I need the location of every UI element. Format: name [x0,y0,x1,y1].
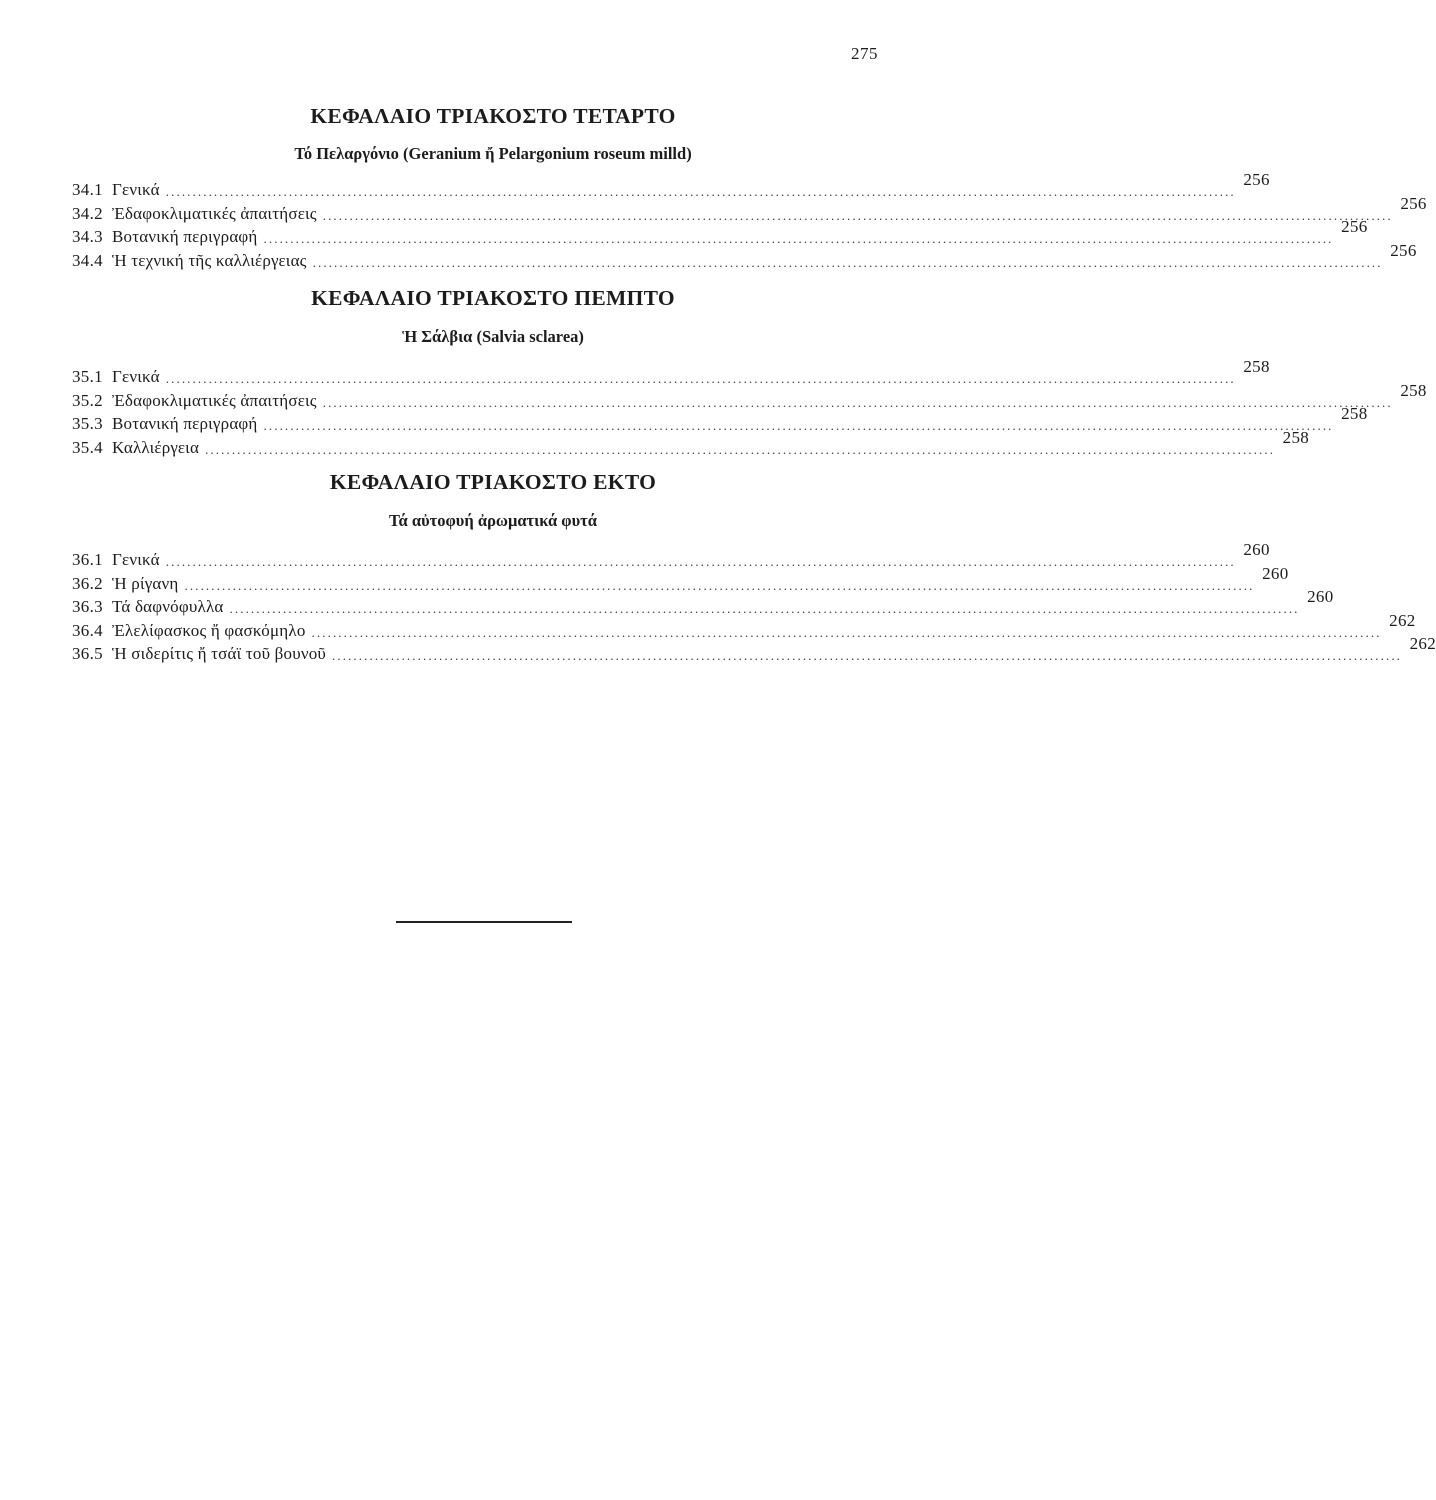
entry-page: 262 [1409,634,1436,654]
toc-entry [72,634,1436,668]
dot-leader: ........................................................................................................................................................................................................ [332,648,1403,664]
dot-leader: ........................................................................................................................................................................................................ [184,577,1255,593]
chapter-section [72,104,1427,270]
entry-page: 256 [1390,240,1417,260]
toc-entry [72,193,1427,228]
dot-leader: ........................................................................................................................................................................................................ [322,207,1393,223]
chapter-subtitle: Τό Πελαργόνιο (Geranium ἤ Pelargonium roseum milld) [294,144,692,163]
toc-entry [72,170,1270,204]
entry-page: 258 [1341,404,1368,424]
dot-leader: ........................................................................................................................................................................................................ [311,624,1382,640]
chapter-subtitle: Τά αὐτοφυή ἀρωματικά φυτά [389,511,597,530]
page-number: 275 [851,44,878,63]
toc-entry [72,404,1368,438]
entry-title: Βοτανική περιγραφή [112,414,258,434]
entry-title: Βοτανική περιγραφή [112,227,258,247]
toc-list [72,357,1427,461]
chapter-section [72,470,1436,664]
chapter-section [72,286,1427,457]
chapter-title: ΚΕΦΑΛΑΙΟ ΤΡΙΑΚΟΣΤΟ ΠΕΜΠΤΟ [311,286,675,310]
dot-leader: ........................................................................................................................................................................................................ [165,371,1236,386]
entry-title: Καλλιέργεια [112,437,200,457]
entry-title: Ἡ σιδερίτις ἤ τσάϊ τοῦ βουνοῦ [112,644,327,664]
entry-number: 34.2 [72,203,103,223]
closing-rule [396,921,572,923]
entry-page: 260 [1243,540,1270,559]
toc-entry [72,563,1289,598]
entry-page: 258 [1282,427,1310,447]
toc-entry [72,240,1417,275]
entry-title: Ἐδαφοκλιματικές ἀπαιτήσεις [112,203,317,223]
entry-page: 260 [1262,563,1289,583]
entry-page: 262 [1389,610,1416,630]
chapter-title: ΚΕΦΑΛΑΙΟ ΤΡΙΑΚΟΣΤΟ ΕΚΤΟ [329,470,657,494]
entry-page: 256 [1243,170,1270,189]
dot-leader: ........................................................................................................................................................................................................ [312,254,1383,270]
entry-title: Ἐλελίφασκος ἤ φασκόμηλο [112,620,306,640]
toc-list [72,170,1427,274]
toc-entry [72,427,1310,462]
entry-number: 35.3 [72,414,103,434]
entry-number: 36.1 [72,550,103,569]
entry-page: 260 [1307,587,1334,607]
entry-title: Τά δαφνόφυλλα [112,597,224,617]
entry-title: Γενικά [112,367,160,386]
dot-leader: ........................................................................................................................................................................................................ [229,601,1300,617]
chapter-subtitle: Ἡ Σάλβια (Salvia sclarea) [402,327,584,346]
dot-leader: ........................................................................................................................................................................................................ [165,184,1236,199]
entry-title: Ἡ τεχνική τῆς καλλιέργειας [112,250,307,270]
entry-number: 36.5 [72,644,103,664]
toc-entry [72,380,1427,415]
entry-title: Ἡ ρίγανη [112,573,179,593]
dot-leader: ........................................................................................................................................................................................................ [263,418,1334,434]
entry-page: 258 [1243,357,1270,376]
entry-title: Γενικά [112,550,160,569]
entry-number: 35.1 [72,367,103,386]
entry-number: 35.2 [72,390,103,410]
toc-entry [72,357,1270,391]
entry-title: Γενικά [112,180,160,199]
toc-list [72,540,1436,668]
entry-title: Ἐδαφοκλιματικές ἀπαιτήσεις [112,390,317,410]
dot-leader: ........................................................................................................................................................................................................ [322,394,1393,410]
toc-entry [72,217,1368,251]
dot-leader: ........................................................................................................................................................................................................ [165,554,1236,569]
entry-page: 256 [1400,193,1427,213]
entry-number: 34.1 [72,180,103,199]
entry-number: 34.4 [72,250,103,270]
toc-entry [72,610,1416,645]
entry-page: 256 [1341,217,1368,237]
dot-leader: ........................................................................................................................................................................................................ [205,441,1276,457]
entry-number: 35.4 [72,437,103,457]
toc-entry [72,540,1270,574]
entry-number: 36.3 [72,597,103,617]
dot-leader: ........................................................................................................................................................................................................ [263,231,1334,247]
entry-number: 36.4 [72,620,103,640]
chapter-title: ΚΕΦΑΛΑΙΟ ΤΡΙΑΚΟΣΤΟ ΤΕΤΑΡΤΟ [310,104,676,128]
entry-number: 36.2 [72,573,103,593]
entry-number: 34.3 [72,227,103,247]
entry-page: 258 [1400,380,1427,400]
toc-entry [72,587,1334,621]
